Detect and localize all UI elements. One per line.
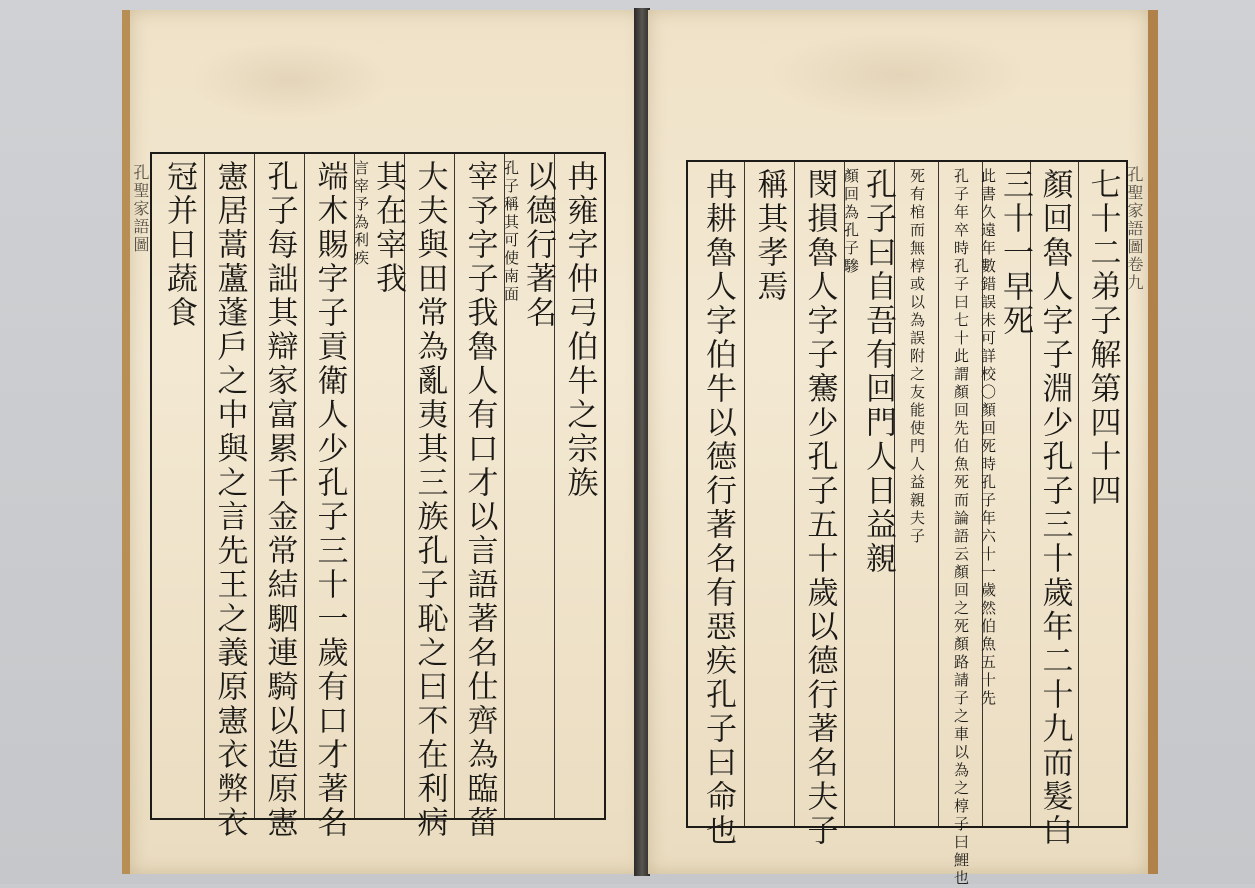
column-text: 其在宰我	[370, 160, 406, 296]
paper-stain	[190, 40, 390, 120]
left-text-frame	[150, 152, 606, 840]
left-column-2	[504, 154, 554, 818]
left-column-6	[304, 154, 354, 840]
left-column-1	[554, 154, 604, 818]
right-text-frame	[686, 160, 1128, 888]
left-column-7	[254, 154, 304, 840]
right-page	[648, 10, 1158, 888]
left-column-8	[204, 154, 254, 840]
column-note: 孔子年卒時孔子曰七十此謂顏回先伯魚死而論語云顏回之死顏路請子之車以為之椁子曰鯉也	[952, 168, 970, 888]
right-column-6	[844, 162, 894, 826]
column-text: 閔損魯人字子騫少孔子五十歲以德行著名夫子	[801, 168, 838, 848]
column-text: 宰予字子我魯人有口才以言語著名仕齊為臨菑	[461, 160, 498, 840]
column-text: 以德行著名	[520, 160, 556, 330]
left-columns	[152, 154, 604, 840]
right-column-3	[979, 162, 1033, 826]
column-text: 冉雍字仲弓伯牛之宗族	[561, 160, 598, 500]
column-text: 冉耕魯人字伯牛以德行著名有惡疾孔子曰命也	[700, 168, 736, 848]
right-column-1	[1078, 162, 1126, 826]
left-column-5	[354, 154, 404, 818]
paper-stain	[768, 30, 1028, 120]
column-text: 顏回魯人字子淵少孔子三十歲年二十九而髮白	[1036, 168, 1073, 848]
column-text: 憲居蒿蘆蓬戶之中與之言先王之義原憲衣弊衣	[211, 160, 248, 840]
column-text: 稱其孝焉	[751, 168, 788, 304]
column-text: 孔子每詘其辯家富累千金常結駟連騎以造原憲	[261, 160, 298, 840]
column-text: 七十二弟子解第四十四	[1084, 168, 1121, 508]
right-column-9	[692, 162, 744, 848]
left-column-9	[154, 154, 204, 818]
column-text: 孔子曰自吾有回門人日益親	[860, 168, 896, 576]
column-text: 大夫與田常為亂夷其三族孔子恥之曰不在利病	[411, 160, 448, 840]
right-columns	[688, 162, 1126, 888]
right-column-8	[744, 162, 794, 826]
right-gutter-text: 孔聖家語圖卷九	[1125, 166, 1144, 292]
left-gutter-text: 孔聖家語圖	[131, 164, 150, 254]
column-note: 言宰予為利疾	[352, 160, 370, 268]
column-text: 三十一早死	[997, 168, 1033, 338]
column-note: 死有棺而無椁或以為誤附之友能使門人益親夫子	[908, 168, 926, 546]
left-page	[122, 10, 644, 874]
right-column-4	[938, 162, 982, 888]
left-column-4	[404, 154, 454, 840]
column-text: 冠并日蔬食	[161, 160, 197, 330]
column-text: 端木賜字子貢衛人少孔子三十一歲有口才著名	[311, 160, 348, 840]
right-column-5	[894, 162, 938, 826]
open-book	[122, 8, 1162, 888]
left-column-3	[454, 154, 504, 840]
right-column-2	[1030, 162, 1078, 848]
column-note: 此書久遠年數錯誤未可詳校〇顏回死時孔子年六十一歲然伯魚五十先	[979, 168, 997, 708]
column-note: 顏回為孔子驂	[842, 168, 860, 276]
column-note: 孔子稱其可使南面	[502, 160, 520, 304]
right-column-7	[794, 162, 844, 848]
